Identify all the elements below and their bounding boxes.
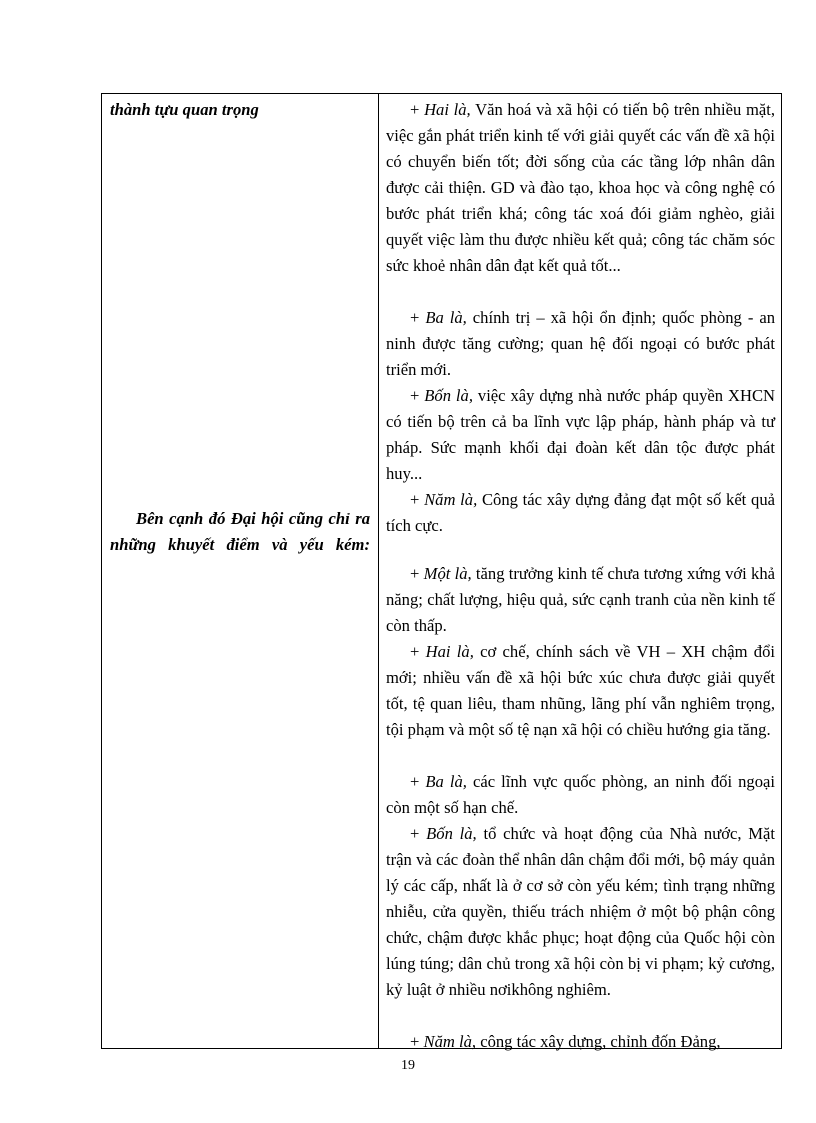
paragraph-lead: Năm là, (423, 1032, 477, 1051)
paragraph-text: cơ chế, chính sách về VH – XH chậm đổi mới; nhiều vấn đề xã hội bức xúc chưa được giải quyết tốt, tệ quan liêu, tham nhũng, lãng phí vẫn nghiêm trọng, tội phạm và một số tệ nạn xã hội có chiều hướng gia tăng. (386, 642, 775, 739)
paragraph-lead: Ba là, (425, 308, 467, 327)
paragraph-lead: Ba là, (425, 772, 467, 791)
left-heading-achievements: thành tựu quan trọng (110, 100, 259, 119)
paragraph-text: tổ chức và hoạt động của Nhà nước, Mặt trận và các đoàn thể nhân dân chậm đổi mới, bộ máy quản lý các cấp, nhất là ở cơ sở còn yếu kém; tình trạng những nhiễu, cửa quyền, thiếu trách nhiệm ở một bộ phận công chức, chậm được khắc phục; hoạt động của Quốc hội còn lúng túng; dân chủ trong xã hội còn bị vi phạm; kỷ cương, kỷ luật ở nhiều nơikhông nghiêm. (386, 824, 775, 999)
paragraph-text: tăng trưởng kinh tế chưa tương xứng với khả năng; chất lượng, hiệu quả, sức cạnh tranh của nền kinh tế còn thấp. (386, 564, 776, 635)
paragraph-text: việc xây dựng nhà nước pháp quyền XHCN có tiến bộ trên cả ba lĩnh vực lập pháp, hành pháp và tư pháp. Sức mạnh khối đại đoàn kết dân tộc được phát huy... (386, 386, 775, 483)
paragraph-prefix: + (410, 308, 426, 327)
left-column (102, 94, 378, 1048)
paragraph-lead: Hai là, (425, 642, 474, 661)
paragraph-lead: Bốn là, (424, 386, 473, 405)
paragraph-prefix: + (410, 772, 426, 791)
paragraph-lead: Bốn là, (426, 824, 477, 843)
paragraph-achievement-5 (386, 487, 775, 539)
paragraph-text: Công tác xây dựng đảng đạt một số kết quả tích cực. (386, 490, 775, 535)
paragraph-prefix: + (410, 564, 424, 583)
paragraph-lead: Hai là, (424, 100, 471, 119)
paragraph-shortcoming-5 (386, 1029, 775, 1055)
paragraph-lead: Một là, (423, 564, 472, 583)
page-number: 19 (401, 1058, 415, 1073)
paragraph-prefix: + (410, 386, 425, 405)
paragraph-prefix: + (410, 1032, 424, 1051)
paragraph-text: Văn hoá và xã hội có tiến bộ trên nhiều mặt, việc gắn phát triển kinh tế với giải quyết các vấn đề xã hội có chuyển biến tốt; đời sống của các tầng lớp nhân dân được cải thiện. GD và đào tạo, khoa học và công nghệ có bước phát triển khá; công tác xoá đói giảm nghèo, giải quyết việc làm thu được nhiều kết quả; công tác chăm sóc sức khoẻ nhân dân đạt kết quả tốt... (386, 100, 775, 275)
paragraph-shortcoming-1 (386, 561, 775, 639)
paragraph-shortcoming-3 (386, 769, 775, 821)
paragraph-prefix: + (410, 824, 427, 843)
paragraph-achievement-2 (386, 97, 775, 279)
paragraph-achievement-3 (386, 305, 775, 383)
paragraph-shortcoming-2 (386, 639, 775, 743)
paragraph-achievement-4 (386, 383, 775, 487)
paragraph-text: các lĩnh vực quốc phòng, an ninh đối ngoại còn một số hạn chế. (386, 772, 775, 817)
left-heading-shortcomings: Bên cạnh đó Đại hội cũng chỉ ra những khuyết điểm và yếu kém: (110, 509, 370, 554)
paragraph-text: chính trị – xã hội ổn định; quốc phòng - an ninh được tăng cường; quan hệ đối ngoại có bước phát triển mới. (386, 308, 775, 379)
paragraph-prefix: + (410, 490, 425, 509)
paragraph-prefix: + (410, 642, 426, 661)
content-table (101, 93, 782, 1049)
right-column (379, 94, 781, 1051)
paragraph-lead: Năm là, (424, 490, 478, 509)
paragraph-prefix: + (410, 100, 425, 119)
paragraph-shortcoming-4 (386, 821, 775, 1003)
paragraph-text: công tác xây dựng, chỉnh đốn Đảng, (476, 1032, 721, 1051)
